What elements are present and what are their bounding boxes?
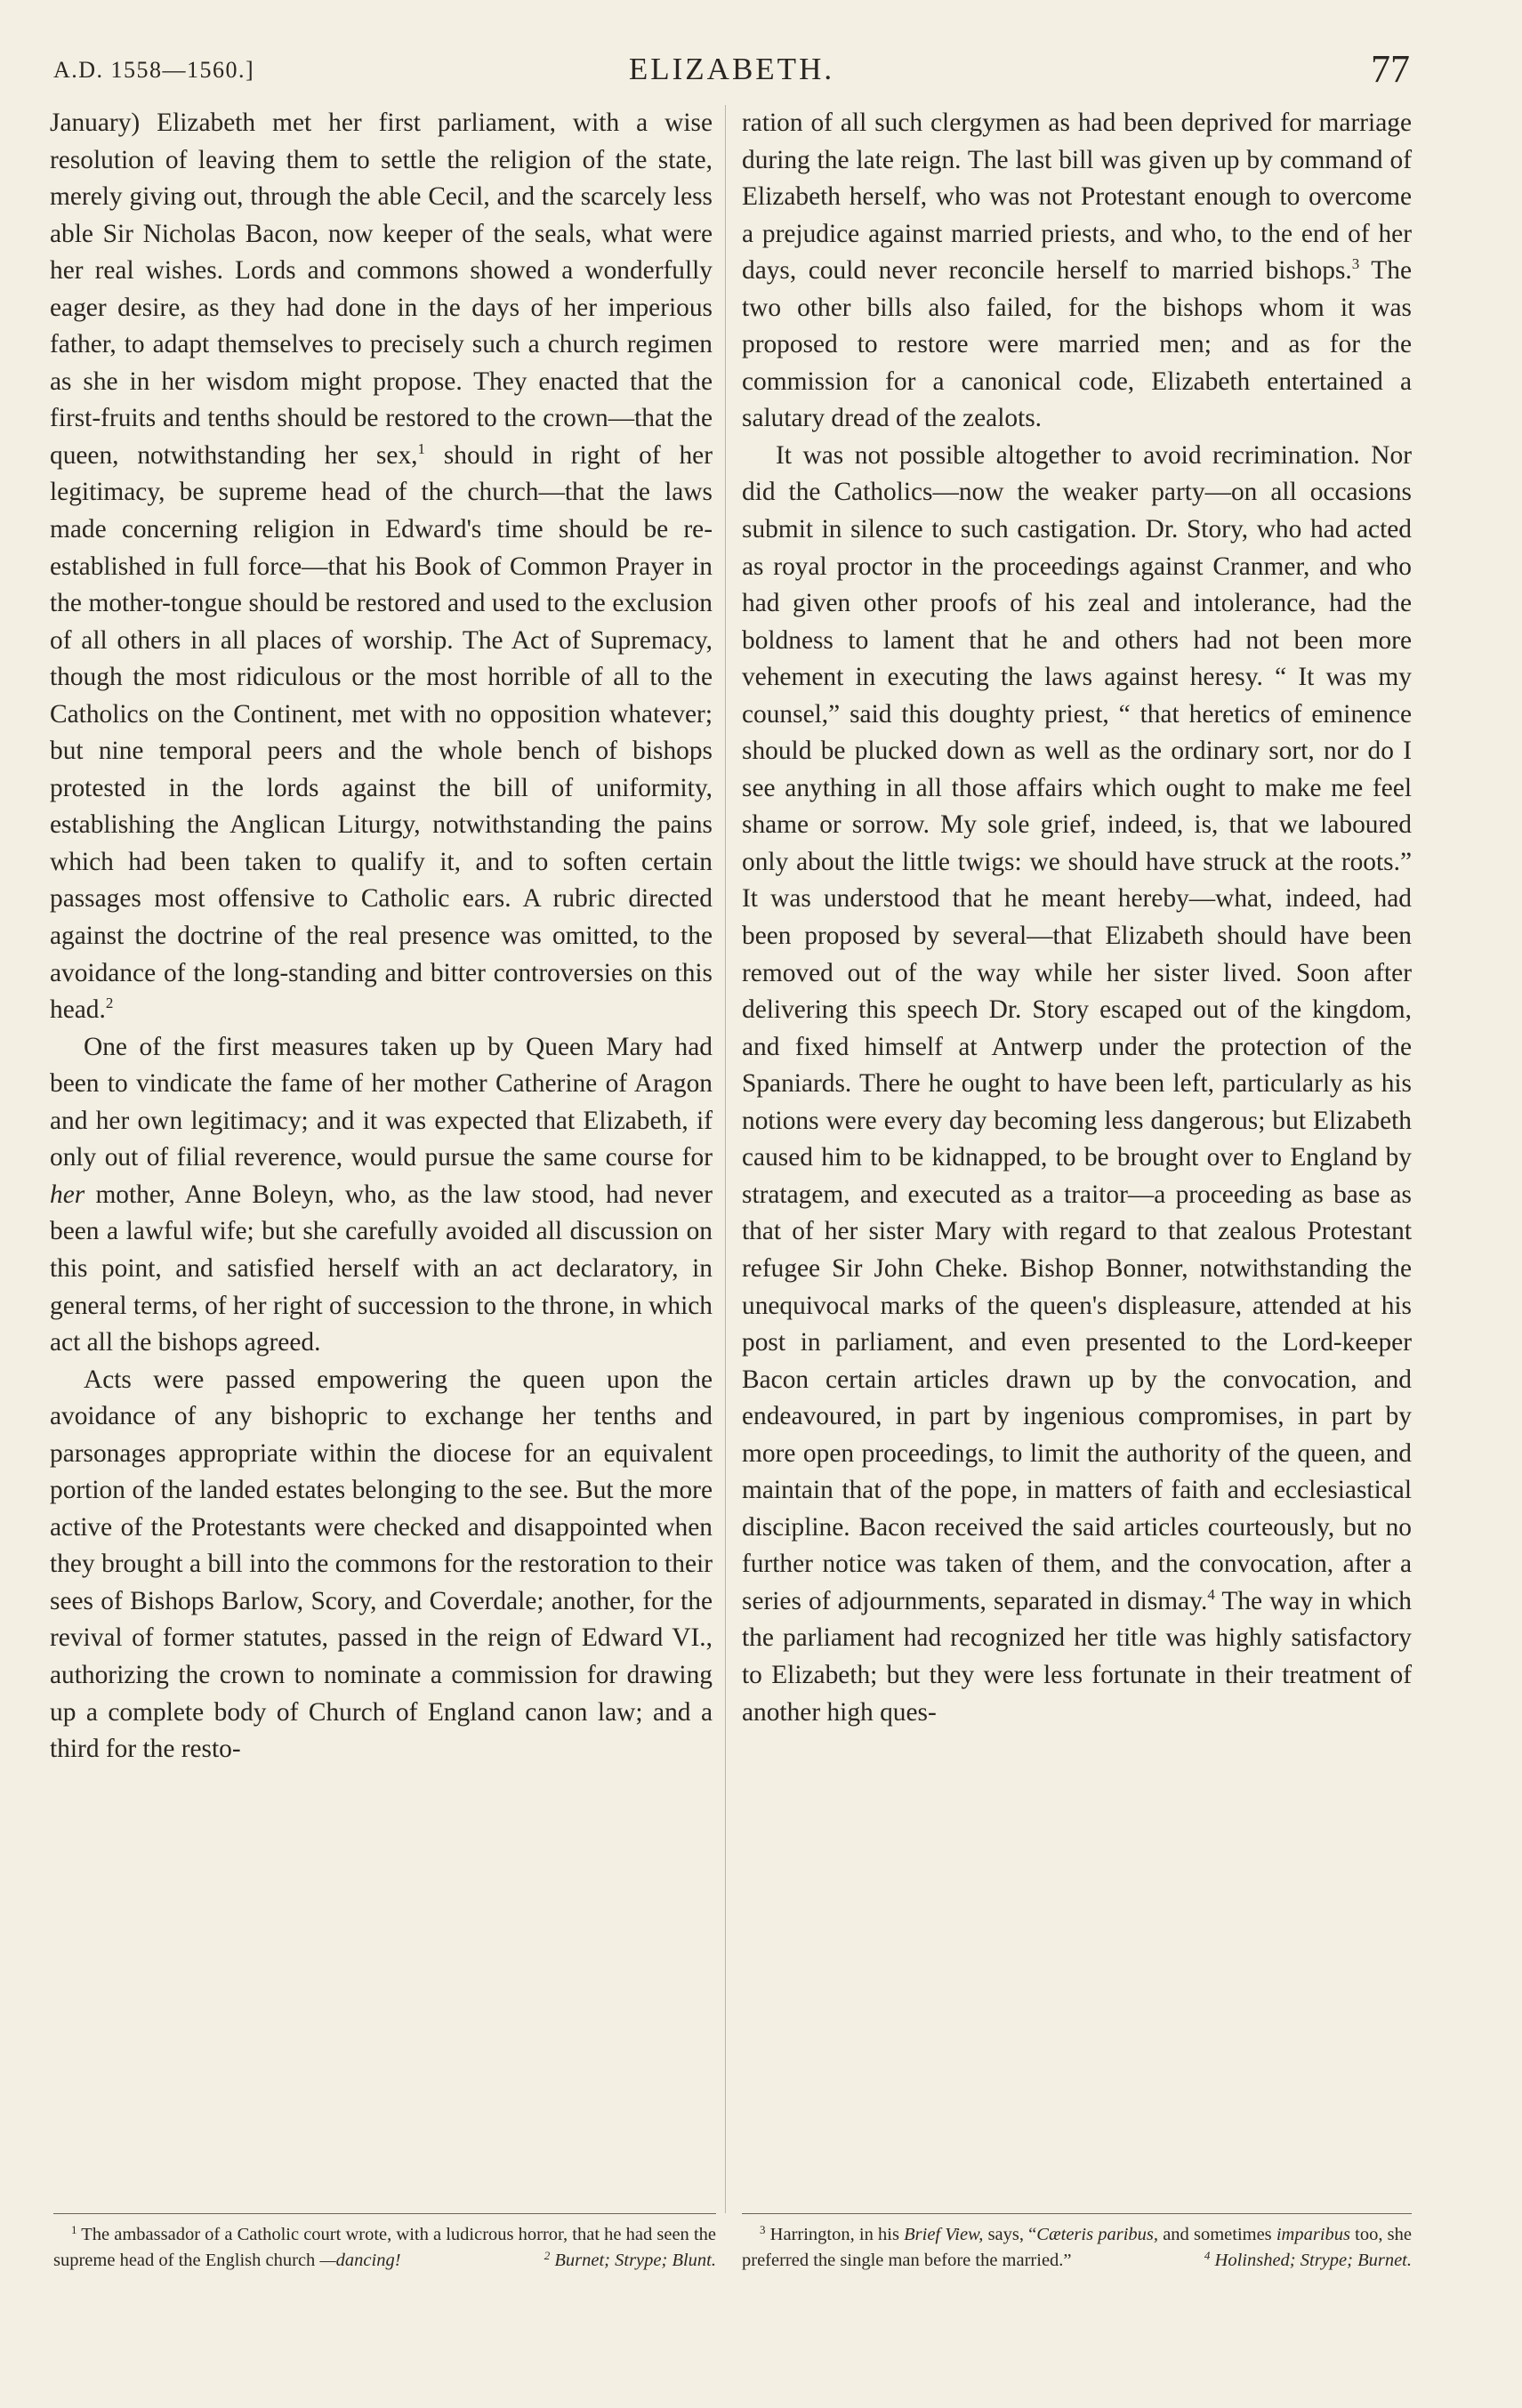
footnote-2 bbox=[527, 2248, 716, 2274]
footnote-1 bbox=[53, 2222, 716, 2273]
footnotes-right bbox=[742, 2222, 1412, 2273]
footnote-references: Holinshed; Strype; Burnet. bbox=[1210, 2250, 1412, 2270]
text-run: The two other bills also failed, for the bishops whom it was proposed to restore were married men; and as for the commission for a canonical code, Elizabeth entertained a salutary dread of the zealots. bbox=[742, 256, 1412, 433]
footnote-reference: 1 bbox=[417, 439, 426, 457]
paragraph bbox=[742, 438, 1412, 1731]
footnote-rule-left bbox=[53, 2213, 716, 2214]
text-run: The way in which the parliament had recognized her title was highly satisfactory to Elizabeth; but they were less fortunate in their treatment of another high ques- bbox=[742, 1586, 1412, 1727]
footnote-text: says, “ bbox=[983, 2225, 1037, 2244]
left-text-column bbox=[50, 105, 713, 1768]
footnote-marker: 3 bbox=[760, 2223, 766, 2236]
footnote-marker: 2 bbox=[544, 2248, 551, 2262]
running-header bbox=[53, 44, 1410, 98]
footnote-text: and sometimes bbox=[1158, 2225, 1276, 2244]
header-date-range: A.D. 1558—1560.] bbox=[53, 57, 255, 83]
footnote-marker: 1 bbox=[71, 2223, 77, 2236]
footnote-4 bbox=[1187, 2248, 1412, 2274]
footnote-reference: 4 bbox=[1207, 1585, 1215, 1603]
footnote-references: Burnet; Strype; Blunt. bbox=[550, 2250, 716, 2270]
column-divider bbox=[725, 105, 726, 2213]
footnote-emphasis: —dancing! bbox=[319, 2250, 401, 2270]
footnote-3 bbox=[742, 2222, 1412, 2273]
text-run: should in right of her legitimacy, be supreme head of the church—that the laws made concerning religion in Edward's time should be re-established in full force—that his Book of Common Prayer in the mother-tongue should be restored and used to the exclusion of all others in all places of worship. The Act of Supremacy, though the most ridiculous or the most horrible of all to the Catholics on the Continent, met with no opposition whatever; but nine temporal peers and the whole bench of bishops protested in the lords against the bill of uniformity, establishing the Anglican Liturgy, notwithstanding the pains which had been taken to qualify it, and to soften certain passages most offensive to Catholic ears. A rubric directed against the doctrine of the real presence was omitted, to the avoidance of the long-standing and bitter controversies on this head. bbox=[50, 440, 713, 1025]
footnote-emphasis: imparibus bbox=[1276, 2225, 1350, 2244]
footnote-text: too, she preferred the single man before the married.” bbox=[742, 2225, 1412, 2270]
text-run: January) Elizabeth met her first parliament, with a wise resolution of leaving them to settle the religion of the state, merely giving out, through the able Cecil, and the scarcely less able Sir Nicholas Bacon, now keeper of the seals, what were her real wishes. Lords and commons showed a wonderfully eager desire, as they had done in the days of her imperious father, to adapt themselves to precisely such a church regimen as she in her wisdom might propose. They enacted that the first-fruits and tenths should be restored to the crown—that the queen, notwithstanding her sex, bbox=[50, 109, 713, 470]
right-text-column bbox=[742, 105, 1412, 1731]
paragraph bbox=[50, 1029, 713, 1362]
footnote-reference: 3 bbox=[1351, 255, 1360, 273]
paragraph bbox=[50, 1362, 713, 1768]
text-run: It was not possible altogether to avoid recrimination. Nor did the Catholics—now the weaker party—on all occasions submit in silence to such castigation. Dr. Story, who had acted as royal proctor in the proceedings against Cranmer, and who had given other proofs of his zeal and intolerance, had the boldness to lament that he and others had not been more vehement in executing the laws against heresy. “ It was my counsel,” said this doughty priest, “ that heretics of eminence should be plucked down as well as the ordinary sort, nor do I see anything in all those affairs which ought to make me feel shame or sorrow. My sole grief, indeed, is, that we laboured only about the little twigs: we should have struck at the roots.” It was understood that he meant hereby—what, indeed, had been proposed by several—that Elizabeth should have been removed out of the way while her sister lived. Soon after delivering this speech Dr. Story escaped out of the kingdom, and fixed himself at Antwerp under the protection of the Spaniards. There he ought to have been left, particularly as his notions were every day becoming less dangerous; but Elizabeth caused him to be kidnapped, to be brought over to England by stratagem, and executed as a traitor—a proceeding as base as that of her sister Mary with regard to that zealous Protestant refugee Sir John Cheke. Bishop Bonner, notwithstanding the unequivocal marks of the queen's displeasure, attended at his post in parliament, and even presented to the Lord-keeper Bacon certain articles drawn up by the convocation, and endeavoured, in part by ingenious compromises, in part by more open proceedings, to limit the authority of the queen, and maintain that of the pope, in matters of faith and ecclesiastical discipline. Bacon received the said articles courteously, but no further notice was taken of them, and the convocation, after a series of adjournments, separated in dismay. bbox=[742, 440, 1412, 1615]
text-run: Acts were passed empowering the queen upon the avoidance of any bishopric to exchange her tenths and parsonages appropriate within the diocese for an equivalent portion of the landed estates belonging to the see. But the more active of the Protestants were checked and disappointed when they brought a bill into the commons for the restoration to their sees of Bishops Barlow, Scory, and Coverdale; another, for the revival of former statutes, passed in the reign of Edward VI., authorizing the crown to nominate a commission for drawing up a complete body of Church of England canon law; and a third for the resto- bbox=[50, 1365, 713, 1764]
text-run: ration of all such clergymen as had been deprived for marriage during the late reign. The last bill was given up by command of Elizabeth herself, who was not Protestant enough to overcome a prejudice against married priests, and who, to the end of her days, could never reconcile herself to married bishops. bbox=[742, 109, 1412, 286]
page-number: 77 bbox=[1371, 47, 1410, 91]
paragraph-continuation bbox=[742, 105, 1412, 438]
footnote-emphasis: Cæteris paribus, bbox=[1036, 2225, 1159, 2244]
footnote-emphasis: Brief View, bbox=[904, 2225, 984, 2244]
footnote-rule-right bbox=[742, 2213, 1412, 2214]
emphasized-text: her bbox=[50, 1180, 85, 1209]
footnotes-left bbox=[53, 2222, 716, 2273]
header-title: ELIZABETH. bbox=[628, 52, 835, 86]
footnote-marker: 4 bbox=[1204, 2248, 1211, 2262]
footnote-text: The ambassador of a Catholic court wrote, with a ludicrous horror, that he had seen the supreme head of the English church bbox=[53, 2225, 716, 2270]
footnote-text: Harrington, in his bbox=[765, 2225, 905, 2244]
text-run: mother, Anne Boleyn, who, as the law stood, had never been a lawful wife; but she carefully avoided all discussion on this point, and satisfied herself with an act declaratory, in general terms, of her right of succession to the throne, in which act all the bishops agreed. bbox=[50, 1180, 713, 1357]
text-run: One of the first measures taken up by Queen Mary had been to vindicate the fame of her mother Catherine of Aragon and her own legitimacy; and it was expected that Elizabeth, if only out of filial reverence, would pursue the same course for bbox=[50, 1032, 713, 1172]
footnote-reference: 2 bbox=[105, 995, 114, 1012]
paragraph-continuation bbox=[50, 105, 713, 1029]
